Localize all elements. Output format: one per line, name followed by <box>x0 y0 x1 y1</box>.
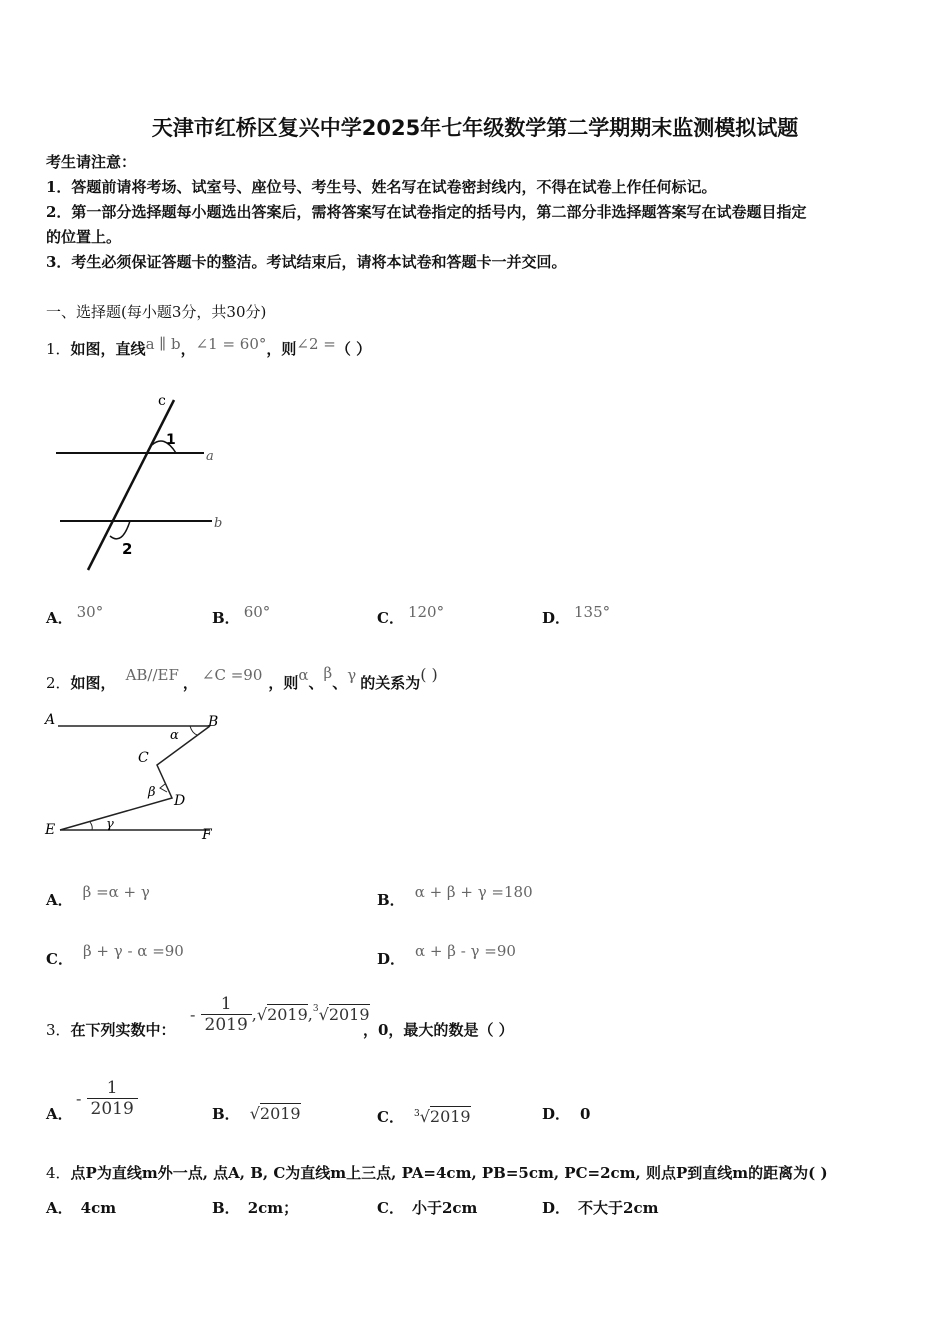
label-gamma: γ <box>106 817 114 832</box>
option-value: β =α + γ <box>82 883 150 901</box>
option-value: α + β - γ =90 <box>415 942 516 960</box>
question-1 <box>46 335 372 359</box>
math-condition: ∠1 = 60° <box>195 335 267 353</box>
question-text: ，0，最大的数是（ ） <box>363 1021 514 1039</box>
question-number: 2． <box>46 674 71 692</box>
answer-paren: （ ） <box>335 340 372 358</box>
notice-item: 3．考生必须保证答题卡的整洁。考试结束后，请将本试卷和答题卡一并交回。 <box>46 253 567 271</box>
notice-item: 的位置上。 <box>46 228 122 246</box>
option-value: 0 <box>580 1105 591 1123</box>
separator: 、 <box>332 674 348 692</box>
question-3-lead <box>46 1020 176 1040</box>
separator: ， <box>180 340 196 358</box>
question-number: 4． <box>46 1164 71 1182</box>
label-alpha: α <box>170 728 179 743</box>
option-value: β + γ - α =90 <box>82 942 184 960</box>
option-value: 30° <box>76 603 104 621</box>
option-c[interactable]: C． $^3$√2019 <box>377 1107 471 1126</box>
math-alpha: α <box>298 666 309 684</box>
label-beta: β <box>148 785 156 800</box>
q1-figure <box>40 390 230 580</box>
option-d[interactable]: D． 0 <box>542 1105 591 1123</box>
math-gamma: γ <box>347 666 357 684</box>
option-value: α + β + γ =180 <box>414 883 533 901</box>
option-value: 2019 <box>429 1107 471 1126</box>
label-a: a <box>206 449 214 464</box>
question-number: 3． <box>46 1021 71 1039</box>
option-c[interactable]: C． 小于2cm <box>377 1199 478 1217</box>
q3-expression: - $\frac{1}{2019}$ ,√2019,$^3$√2019 <box>190 994 370 1035</box>
option-value: 2cm； <box>247 1199 299 1217</box>
answer-paren: ( ) <box>420 665 438 684</box>
page-title: 天津市红桥区复兴中学2025年七年级数学第二学期期末监测模拟试题 <box>151 116 799 140</box>
option-value: 4cm <box>80 1199 117 1217</box>
question-text: ，则 <box>266 340 297 358</box>
option-a[interactable]: A． 4cm <box>46 1199 117 1217</box>
option-c[interactable]: C． 120° <box>377 603 445 627</box>
math-condition: ∠C =90 <box>201 666 263 684</box>
option-a-value: - $\frac{1}{2019}$ <box>76 1078 138 1119</box>
option-d[interactable]: D． 不大于2cm <box>542 1199 659 1217</box>
question-text: 在下列实数中： <box>70 1021 176 1039</box>
option-a[interactable]: A． β =α + γ <box>46 883 150 909</box>
option-a[interactable]: A． 30° <box>46 603 104 627</box>
cbrt-value: 2019 <box>328 1005 370 1024</box>
angle-2-arc <box>110 521 130 539</box>
label-D: D <box>174 793 186 809</box>
notice-heading: 考生请注意： <box>46 153 137 171</box>
alpha-arc <box>190 726 197 735</box>
question-text: 的关系为 <box>360 674 421 692</box>
label-angle-2: 2 <box>122 540 133 558</box>
label-F: F <box>202 827 212 843</box>
option-value: 120° <box>407 603 445 621</box>
notice-item: 2．第一部分选择题每小题选出答案后，需将答案写在试卷指定的括号内，第二部分非选择题答案写在试卷题目指定 <box>46 203 807 221</box>
question-4 <box>46 1163 828 1183</box>
option-value: 2019 <box>259 1104 301 1123</box>
label-B: B <box>208 714 219 730</box>
label-C: C <box>138 750 149 766</box>
option-b[interactable]: B． α + β + γ =180 <box>377 883 533 909</box>
cbrt-icon: √ <box>318 1005 329 1024</box>
question-number: 1． <box>46 340 71 358</box>
option-value: 60° <box>243 603 271 621</box>
sqrt-icon: √ <box>249 1104 260 1123</box>
label-b: b <box>214 516 223 531</box>
sqrt-icon: √ <box>256 1005 268 1024</box>
math-condition: AB//EF <box>125 666 179 684</box>
sqrt-value: 2019 <box>267 1005 308 1024</box>
gamma-arc <box>90 822 92 830</box>
label-c: c <box>158 393 166 409</box>
separator: ， <box>182 674 198 692</box>
math-ask: ∠2 = <box>296 335 336 353</box>
label-angle-1: 1 <box>166 432 176 448</box>
label-E: E <box>45 822 56 838</box>
option-b[interactable]: B． 2cm； <box>212 1199 299 1217</box>
math-condition: a ∥ b <box>145 335 181 353</box>
option-d[interactable]: D． 135° <box>542 603 611 627</box>
label-A: A <box>45 712 56 728</box>
option-b[interactable]: B． 60° <box>212 603 271 627</box>
minus-sign: - <box>190 1005 196 1024</box>
notice-item: 1．答题前请将考场、试室号、座位号、考生号、姓名写在试卷密封线内，不得在试卷上作任何标记。 <box>46 178 717 196</box>
option-value: 135° <box>574 603 611 621</box>
option-b[interactable]: B． √2019 <box>212 1104 301 1123</box>
question-text: 如图， <box>70 674 116 692</box>
fraction: $\frac{1}{2019}$ <box>87 1078 138 1119</box>
cbrt-icon: √ <box>419 1107 430 1126</box>
option-a[interactable]: A． <box>46 1105 73 1123</box>
question-2 <box>46 664 438 693</box>
separator: 、 <box>308 674 324 692</box>
zigzag-path <box>60 726 210 830</box>
question-text: ，则 <box>268 674 299 692</box>
math-beta: β <box>323 664 333 682</box>
option-value: 不大于2cm <box>578 1199 659 1217</box>
question-text: 点P为直线m外一点, 点A, B, C为直线m上三点, PA=4cm, PB=5cm, PC=2cm, 则点P到直线m的距离为( ) <box>70 1164 828 1182</box>
fraction: $\frac{1}{2019}$ <box>201 994 252 1035</box>
q2-figure <box>40 708 230 848</box>
section-heading: 一、选择题(每小题3分，共30分) <box>46 303 267 321</box>
option-d[interactable]: D． α + β - γ =90 <box>377 942 516 968</box>
option-c[interactable]: C． β + γ - α =90 <box>46 942 184 968</box>
question-text: 如图，直线 <box>70 340 146 358</box>
option-value: 小于2cm <box>411 1199 478 1217</box>
